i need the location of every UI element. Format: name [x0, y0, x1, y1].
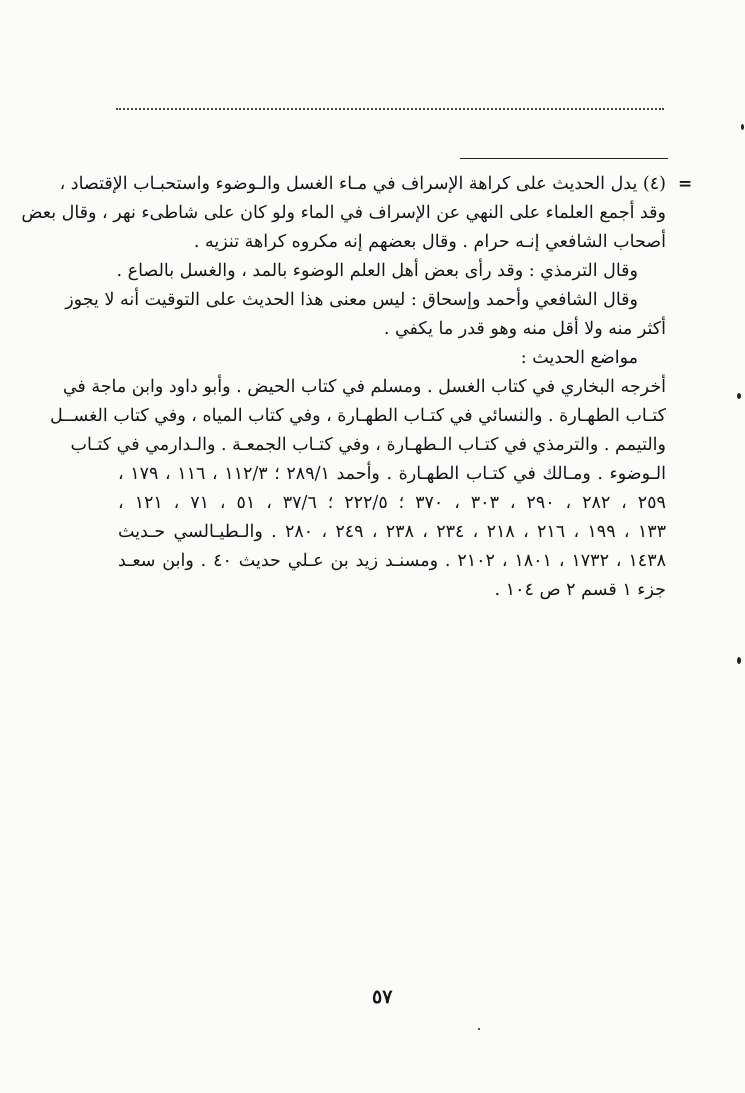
footnote-rule	[460, 158, 668, 159]
text-line: ١٤٣٨ ، ١٧٣٢ ، ١٨٠١ ، ٢١٠٢ . ومسنـد زيد بن عـلي حديث ٤٠ . وابن سعـد	[118, 551, 666, 571]
text-line: ١٣٣ ، ١٩٩ ، ٢١٦ ، ٢١٨ ، ٢٣٤ ، ٢٣٨ ، ٢٤٩ ، ٢٨٠ . والـطيـالسي حـديث	[118, 522, 667, 542]
text-line: أصحاب الشافعي إنـه حرام . وقال بعضهم إنه مكروه كراهة تنزيه .	[193, 232, 666, 252]
scan-speck	[741, 124, 744, 130]
text-line: ٢٥٩ ، ٢٨٢ ، ٢٩٠ ، ٣٠٣ ، ٣٧٠ ؛ ٢٢٢/٥ ؛ ٣٧/٦ ، ٥١ ، ٧١ ، ١٢١ ،	[118, 493, 666, 513]
text-line: وقال الترمذي : وقد رأى بعض أهل العلم الوضوء بالمد ، والغسل بالصاع .	[116, 261, 638, 281]
text-line: أخرجه البخاري في كتاب الغسل . ومسلم في كتاب الحيض . وأبو داود وابن ماجة في	[62, 377, 666, 397]
text-line: جزء ١ قسم ٢ ص ١٠٤ .	[494, 580, 666, 600]
text-line: وقال الشافعي وأحمد وإسحاق : ليس معنى هذا الحديث على التوقيت أنه لا يجوز	[65, 290, 638, 310]
continuation-mark: =	[678, 174, 693, 194]
text-line: والتيمم . والترمذي في كتـاب الـطهـارة ، وفي كتـاب الجمعـة . والـدارمي في كتـاب	[70, 435, 666, 455]
text-line: الـوضوء . ومـالك في كتـاب الطهـارة . وأحمد ٢٨٩/١ ؛ ١١٢/٣ ، ١١٦ ، ١٧٩ ،	[118, 464, 666, 484]
scan-speck	[737, 393, 741, 399]
page-number: ٥٧	[372, 986, 393, 1008]
top-dotted-separator	[116, 108, 664, 110]
scan-speck	[478, 1028, 480, 1030]
text-line: وقد أجمع العلماء على النهي عن الإسراف في الماء ولو كان على شاطىء نهر ، وقال بعض	[21, 203, 666, 223]
text-line: كتـاب الطهـارة . والنسائي في كتـاب الطهـارة ، وفي كتاب المياه ، وفي كتاب الغســل	[50, 406, 666, 426]
footnote-body	[21, 170, 667, 605]
section-heading: مواضع الحديث :	[520, 348, 638, 368]
text-line: أكثر منه ولا أقل منه وهو قدر ما يكفي .	[383, 319, 666, 339]
text-line: (٤) يدل الحديث على كراهة الإسراف في مـاء الغسل والـوضوء واستحبـاب الإقتصاد ،	[59, 174, 666, 194]
scan-speck	[737, 657, 741, 664]
